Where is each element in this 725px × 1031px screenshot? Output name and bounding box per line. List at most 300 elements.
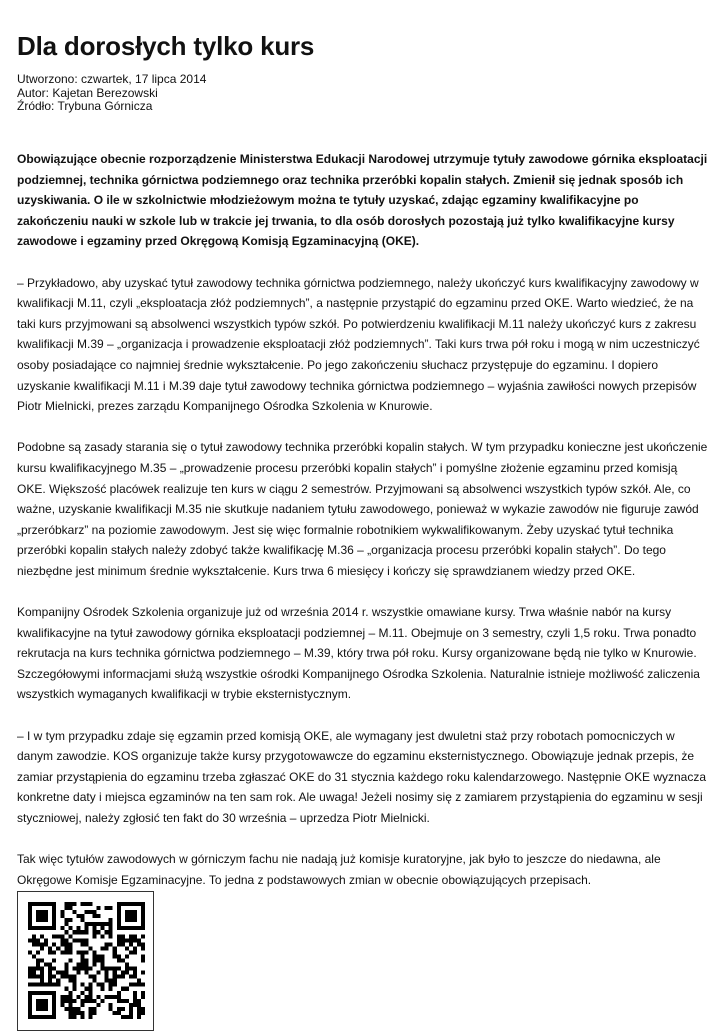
- qr-module: [101, 983, 105, 987]
- qr-module: [141, 910, 145, 914]
- qr-module: [129, 934, 133, 938]
- qr-module: [117, 926, 121, 930]
- qr-module: [72, 902, 76, 906]
- qr-module: [133, 902, 137, 906]
- qr-module: [76, 1011, 80, 1015]
- qr-module: [80, 958, 84, 962]
- qr-module: [89, 995, 93, 999]
- qr-module: [101, 946, 105, 950]
- qr-module: [28, 926, 32, 930]
- qr-module: [129, 938, 133, 942]
- qr-module: [117, 938, 121, 942]
- qr-module: [72, 930, 76, 934]
- qr-module: [93, 999, 97, 1003]
- qr-module: [52, 910, 56, 914]
- qr-module: [101, 967, 105, 971]
- qr-module: [125, 938, 129, 942]
- qr-module: [60, 910, 64, 914]
- qr-module: [133, 999, 137, 1003]
- qr-module: [97, 958, 101, 962]
- qr-module: [56, 979, 60, 983]
- qr-module: [121, 999, 125, 1003]
- qr-module: [72, 1007, 76, 1011]
- qr-module: [40, 958, 44, 962]
- qr-module: [105, 979, 109, 983]
- qr-module: [101, 926, 105, 930]
- qr-module: [56, 983, 60, 987]
- qr-module: [52, 967, 56, 971]
- qr-module: [137, 983, 141, 987]
- qr-module: [28, 995, 32, 999]
- qr-module: [36, 963, 40, 967]
- qr-module: [48, 902, 52, 906]
- qr-module: [137, 938, 141, 942]
- qr-module: [141, 1011, 145, 1015]
- qr-module: [56, 946, 60, 950]
- qr-module: [60, 942, 64, 946]
- qr-module: [117, 1011, 121, 1015]
- qr-module: [28, 910, 32, 914]
- qr-module: [109, 1003, 113, 1007]
- lead-paragraph: Obowiązujące obecnie rozporządzenie Ministerstwa Edukacji Narodowej utrzymuje tytuły zawodowe górnika eksploatacji podziemnej, technika górnictwa podziemnego oraz technika przeróbki kopalin stałych. Zmienił się jednak sposób ich uzyskiwania. O ile w szkolnictwie młodzieżowym można te tytuły uzyskać, zdając egzaminy kwalifikacyjne po zakończeniu nauki w szkole lub w trakcie jej trwania, to dla osób dorosłych pozostają już tylko kwalifikacyjne kursy zawodowe i egzaminy przed Okręgową Komisją Egzaminacyjną (OKE).: [17, 152, 708, 249]
- qr-module: [133, 975, 137, 979]
- qr-module: [129, 914, 133, 918]
- qr-module: [64, 902, 68, 906]
- qr-module: [137, 1011, 141, 1015]
- qr-module: [68, 979, 72, 983]
- qr-module: [44, 1007, 48, 1011]
- qr-module: [141, 991, 145, 995]
- qr-module: [93, 963, 97, 967]
- qr-module: [76, 1007, 80, 1011]
- qr-module: [40, 946, 44, 950]
- qr-module: [93, 954, 97, 958]
- qr-module: [141, 983, 145, 987]
- qr-module: [93, 926, 97, 930]
- qr-module: [84, 938, 88, 942]
- qr-module: [52, 1007, 56, 1011]
- qr-module: [68, 918, 72, 922]
- qr-module: [89, 991, 93, 995]
- qr-module: [129, 1003, 133, 1007]
- qr-module: [109, 1007, 113, 1011]
- qr-module: [137, 902, 141, 906]
- qr-module: [89, 987, 93, 991]
- qr-module: [68, 950, 72, 954]
- qr-module: [44, 1003, 48, 1007]
- qr-module: [28, 918, 32, 922]
- qr-module: [72, 967, 76, 971]
- qr-module: [68, 975, 72, 979]
- qr-module: [121, 987, 125, 991]
- qr-module: [125, 910, 129, 914]
- qr-module: [36, 938, 40, 942]
- qr-module: [113, 950, 117, 954]
- qr-module: [133, 946, 137, 950]
- qr-module: [121, 975, 125, 979]
- qr-module: [84, 999, 88, 1003]
- qr-module: [32, 942, 36, 946]
- qr-module: [84, 958, 88, 962]
- qr-module: [89, 999, 93, 1003]
- qr-module: [52, 942, 56, 946]
- qr-module: [84, 926, 88, 930]
- qr-module: [89, 910, 93, 914]
- article-body: [17, 149, 709, 911]
- qr-module: [44, 918, 48, 922]
- qr-module: [113, 946, 117, 950]
- qr-module: [48, 983, 52, 987]
- qr-module: [68, 999, 72, 1003]
- qr-module: [68, 926, 72, 930]
- qr-module: [117, 1007, 121, 1011]
- qr-module: [64, 995, 68, 999]
- qr-module: [105, 930, 109, 934]
- qr-module: [28, 950, 32, 954]
- qr-module: [36, 1003, 40, 1007]
- qr-module: [117, 918, 121, 922]
- qr-module: [93, 958, 97, 962]
- qr-module: [84, 971, 88, 975]
- qr-module: [97, 930, 101, 934]
- qr-module: [97, 995, 101, 999]
- qr-module: [40, 902, 44, 906]
- qr-module: [28, 1007, 32, 1011]
- body-paragraph: Tak więc tytułów zawodowych w górniczym fachu nie nadają już komisje kuratoryjne, jak było to jeszcze do niedawna, ale Okręgowe Komisje Egzaminacyjne. To jedna z podstawowych zmian w obecnie obowiązujących przepisach.: [17, 852, 661, 887]
- body-paragraph: Kompanijny Ośrodek Szkolenia organizuje już od września 2014 r. wszystkie omawiane kursy. Trwa właśnie nabór na kursy kwalifikacyjne na tytuł zawodowy górnika eksploatacji podziemnej – M.11. Obejmuje on 3 semestry, czyli 1,5 roku. Trwa ponadto rekrutacja na kurs technika górnictwa podziemnego – M.39, który trwa pół roku. Kursy organizowane będą nie tylko w Knurowie. Szczegółowymi informacjami służą wszystkie ośrodki Kompanijnego Ośrodka Szkolenia. Naturalnie istnieje możliwość zaliczenia wszystkich wymaganych kwalifikacji w trybie eksternistycznym.: [17, 605, 700, 702]
- qr-module: [97, 1003, 101, 1007]
- body-paragraph: – I w tym przypadku zdaje się egzamin przed komisją OKE, ale wymagany jest dwuletni staż przy robotach pomocniczych w danym zawodzie. KOS organizuje także kursy przygotowawcze do egzaminu eksternistycznego. Obowiązuje jednak przepis, że zamiar przystąpienia do egzaminu trzeba zgłaszać OKE do 31 stycznia każdego roku kalendarzowego. Następnie OKE wyznacza konkretne daty i miejsca egzaminów na ten sam rok. Ale uwaga! Jeżeli nosimy się z zamiarem przystąpienia do egzaminu w sesji styczniowej, należy zgłosić ten fakt do 30 września – uprzedza Piotr Mielnicki.: [17, 728, 707, 825]
- qr-module: [28, 975, 32, 979]
- qr-module: [117, 902, 121, 906]
- qr-module: [76, 950, 80, 954]
- qr-module: [28, 1011, 32, 1015]
- qr-module: [113, 995, 117, 999]
- qr-module: [133, 926, 137, 930]
- qr-module: [137, 1007, 141, 1011]
- qr-module: [36, 991, 40, 995]
- qr-module: [84, 987, 88, 991]
- qr-module: [137, 979, 141, 983]
- qr-module: [109, 934, 113, 938]
- qr-module: [84, 942, 88, 946]
- qr-module: [32, 983, 36, 987]
- qr-module: [125, 914, 129, 918]
- qr-module: [48, 950, 52, 954]
- qr-module: [68, 906, 72, 910]
- source: Źródło: Trybuna Górnicza: [17, 99, 153, 113]
- qr-module: [84, 930, 88, 934]
- qr-module: [80, 938, 84, 942]
- qr-module: [105, 942, 109, 946]
- qr-module: [44, 938, 48, 942]
- qr-module: [93, 975, 97, 979]
- qr-module: [105, 922, 109, 926]
- qr-module: [97, 914, 101, 918]
- article-meta: [17, 73, 206, 114]
- qr-module: [141, 902, 145, 906]
- qr-module: [32, 938, 36, 942]
- qr-module: [125, 1015, 129, 1019]
- created-date: Utworzono: czwartek, 17 lipca 2014: [17, 72, 207, 86]
- qr-module: [80, 983, 84, 987]
- qr-module: [40, 942, 44, 946]
- qr-module: [36, 910, 40, 914]
- qr-module: [117, 967, 121, 971]
- qr-module: [36, 926, 40, 930]
- qr-module: [84, 995, 88, 999]
- qr-module: [64, 971, 68, 975]
- qr-module: [133, 971, 137, 975]
- qr-module: [60, 1003, 64, 1007]
- qr-module: [117, 958, 121, 962]
- qr-module: [80, 1003, 84, 1007]
- qr-module: [97, 906, 101, 910]
- qr-module: [137, 942, 141, 946]
- qr-module: [80, 942, 84, 946]
- qr-module: [48, 991, 52, 995]
- qr-module: [72, 975, 76, 979]
- qr-module: [125, 967, 129, 971]
- qr-module: [52, 906, 56, 910]
- qr-module: [80, 954, 84, 958]
- qr-module: [40, 991, 44, 995]
- qr-module: [80, 918, 84, 922]
- qr-code-icon: [28, 902, 145, 1019]
- qr-module: [52, 934, 56, 938]
- qr-module: [105, 995, 109, 999]
- qr-module: [64, 942, 68, 946]
- qr-module: [105, 946, 109, 950]
- qr-module: [44, 926, 48, 930]
- qr-module: [93, 1007, 97, 1011]
- qr-module: [28, 999, 32, 1003]
- qr-module: [84, 963, 88, 967]
- qr-module: [36, 914, 40, 918]
- qr-module: [72, 1011, 76, 1015]
- qr-module: [93, 934, 97, 938]
- qr-module: [28, 991, 32, 995]
- qr-module: [89, 922, 93, 926]
- qr-module: [44, 991, 48, 995]
- qr-module: [129, 975, 133, 979]
- qr-module: [64, 906, 68, 910]
- qr-module: [52, 975, 56, 979]
- qr-module: [97, 971, 101, 975]
- qr-module: [32, 954, 36, 958]
- qr-module: [28, 938, 32, 942]
- qr-module: [80, 991, 84, 995]
- qr-module: [84, 922, 88, 926]
- body-paragraph: Podobne są zasady starania się o tytuł zawodowy technika przeróbki kopalin stałych. W tym przypadku konieczne jest ukończenie kursu kwalifikacyjnego M.35 – „prowadzenie procesu przeróbki kopalin stałych” i pomyślne złożenie egzaminu przed komisją OKE. Większość placówek realizuje ten kurs w ciągu 2 semestrów. Przyjmowani są absolwenci wszystkich typów szkół. Ale, co ważne, uzyskanie kwalifikacji M.35 nie skutkuje nadaniem tytułu zawodowego, ponieważ w wykazie zawodów nie figuruje zawód „przeróbkarz” na poziomie zawodowym. Jest się więc formalnie robotnikiem wykwalifikowanym. Żeby uzyskać tytuł technika przeróbki kopalin stałych należy zdobyć także kwalifikację M.36 – „organizacja procesu przeróbki kopalin stałych”. Do tego niezbędne jest minimum średnie wykształcenie. Kurs trwa 6 miesięcy i kończy się sprawdzianem wiedzy przed OKE.: [17, 440, 708, 578]
- qr-module: [68, 1003, 72, 1007]
- qr-module: [48, 967, 52, 971]
- qr-module: [125, 987, 129, 991]
- qr-module: [141, 922, 145, 926]
- qr-module: [68, 902, 72, 906]
- qr-module: [121, 938, 125, 942]
- qr-module: [141, 971, 145, 975]
- qr-module: [44, 942, 48, 946]
- qr-module: [125, 946, 129, 950]
- qr-module: [36, 999, 40, 1003]
- qr-module: [129, 967, 133, 971]
- qr-module: [60, 926, 64, 930]
- qr-module: [44, 914, 48, 918]
- qr-module: [68, 942, 72, 946]
- qr-module: [80, 902, 84, 906]
- qr-module: [101, 934, 105, 938]
- qr-module: [68, 991, 72, 995]
- qr-module: [84, 967, 88, 971]
- qr-module: [141, 914, 145, 918]
- qr-module: [129, 910, 133, 914]
- qr-module: [40, 975, 44, 979]
- qr-module: [133, 914, 137, 918]
- qr-code-frame: [17, 891, 154, 1031]
- qr-module: [40, 1007, 44, 1011]
- qr-module: [121, 942, 125, 946]
- qr-module: [117, 922, 121, 926]
- qr-module: [125, 954, 129, 958]
- qr-module: [117, 954, 121, 958]
- qr-module: [36, 1007, 40, 1011]
- qr-module: [137, 926, 141, 930]
- qr-module: [28, 971, 32, 975]
- qr-module: [129, 983, 133, 987]
- qr-module: [60, 934, 64, 938]
- qr-module: [40, 914, 44, 918]
- qr-module: [125, 918, 129, 922]
- qr-module: [40, 926, 44, 930]
- qr-module: [36, 958, 40, 962]
- qr-module: [105, 967, 109, 971]
- qr-module: [101, 963, 105, 967]
- qr-module: [36, 902, 40, 906]
- qr-module: [68, 995, 72, 999]
- qr-module: [133, 918, 137, 922]
- qr-module: [76, 926, 80, 930]
- qr-module: [72, 979, 76, 983]
- qr-module: [64, 922, 68, 926]
- qr-module: [93, 1011, 97, 1015]
- qr-module: [117, 991, 121, 995]
- qr-module: [60, 999, 64, 1003]
- qr-module: [80, 930, 84, 934]
- qr-module: [133, 950, 137, 954]
- qr-module: [129, 902, 133, 906]
- qr-module: [109, 922, 113, 926]
- qr-module: [137, 999, 141, 1003]
- qr-module: [32, 967, 36, 971]
- qr-module: [44, 1015, 48, 1019]
- qr-module: [76, 914, 80, 918]
- qr-module: [76, 967, 80, 971]
- qr-module: [36, 967, 40, 971]
- qr-module: [109, 926, 113, 930]
- qr-module: [52, 999, 56, 1003]
- qr-module: [125, 963, 129, 967]
- qr-module: [48, 979, 52, 983]
- qr-module: [72, 983, 76, 987]
- qr-module: [117, 942, 121, 946]
- qr-module: [129, 1011, 133, 1015]
- qr-module: [48, 971, 52, 975]
- qr-module: [52, 902, 56, 906]
- qr-module: [109, 983, 113, 987]
- qr-module: [36, 942, 40, 946]
- qr-module: [32, 902, 36, 906]
- qr-module: [129, 926, 133, 930]
- qr-module: [40, 971, 44, 975]
- qr-module: [105, 906, 109, 910]
- qr-module: [48, 946, 52, 950]
- qr-module: [89, 1011, 93, 1015]
- qr-module: [52, 918, 56, 922]
- qr-module: [109, 995, 113, 999]
- qr-module: [113, 975, 117, 979]
- qr-module: [64, 987, 68, 991]
- author: Autor: Kajetan Berezowski: [17, 85, 158, 100]
- qr-module: [141, 958, 145, 962]
- qr-module: [141, 934, 145, 938]
- qr-module: [80, 950, 84, 954]
- qr-module: [60, 975, 64, 979]
- qr-module: [72, 999, 76, 1003]
- qr-module: [48, 1015, 52, 1019]
- qr-module: [36, 983, 40, 987]
- article-title: Dla dorosłych tylko kurs: [17, 31, 315, 61]
- qr-module: [76, 930, 80, 934]
- qr-module: [28, 906, 32, 910]
- qr-module: [109, 942, 113, 946]
- qr-module: [64, 918, 68, 922]
- qr-module: [52, 914, 56, 918]
- qr-module: [56, 971, 60, 975]
- qr-module: [68, 1007, 72, 1011]
- qr-module: [89, 946, 93, 950]
- qr-module: [52, 991, 56, 995]
- qr-module: [64, 1007, 68, 1011]
- qr-module: [52, 1003, 56, 1007]
- qr-module: [117, 999, 121, 1003]
- qr-module: [28, 1003, 32, 1007]
- qr-module: [32, 991, 36, 995]
- qr-module: [40, 979, 44, 983]
- qr-module: [60, 995, 64, 999]
- qr-module: [80, 963, 84, 967]
- qr-module: [113, 983, 117, 987]
- qr-module: [72, 910, 76, 914]
- qr-module: [72, 938, 76, 942]
- qr-module: [36, 975, 40, 979]
- qr-module: [32, 926, 36, 930]
- qr-module: [93, 910, 97, 914]
- qr-module: [97, 954, 101, 958]
- qr-module: [48, 975, 52, 979]
- qr-module: [109, 918, 113, 922]
- qr-module: [32, 971, 36, 975]
- qr-module: [113, 1011, 117, 1015]
- qr-module: [84, 910, 88, 914]
- qr-module: [28, 914, 32, 918]
- qr-module: [93, 922, 97, 926]
- qr-module: [28, 902, 32, 906]
- qr-module: [89, 902, 93, 906]
- qr-module: [117, 975, 121, 979]
- qr-module: [52, 1011, 56, 1015]
- qr-module: [101, 922, 105, 926]
